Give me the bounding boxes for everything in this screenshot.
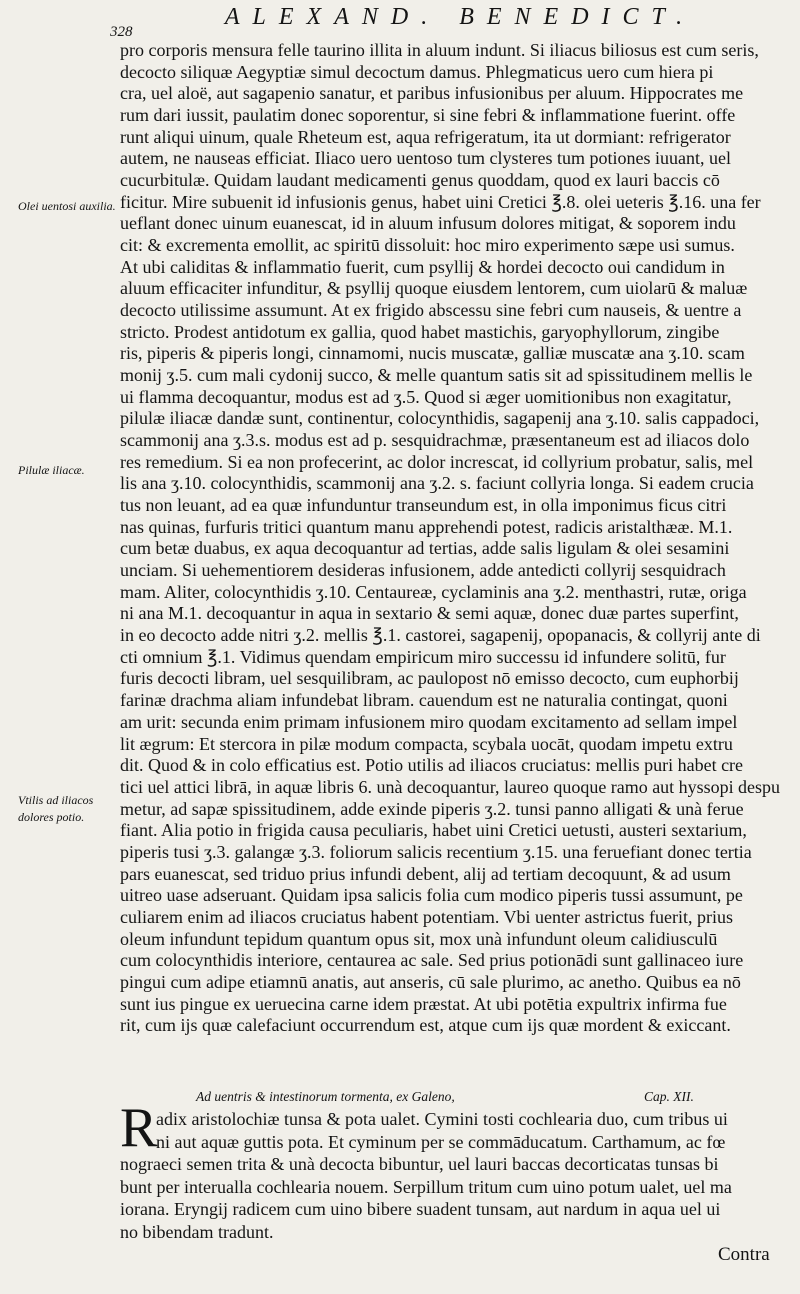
text-line: rum dari iussit, paulatim donec soporentur, si sine febri & inflammatione fuerint. offe bbox=[120, 105, 736, 126]
text-line: cra, uel aloë, aut sagapenio sanatur, et paribus infusionibus per aluum. Hippocrates me bbox=[120, 83, 744, 104]
text-line: farinæ drachma aliam infundebat libram. cauendum est ne naturalia contingat, quoni bbox=[120, 690, 728, 711]
page-number: 328 bbox=[110, 24, 133, 40]
text-line: autem, ne nauseas efficiat. Iliaco uero uentoso tum clysteres tum potiones iuuant, uel bbox=[120, 148, 731, 169]
text-line: dit. Quod & in colo efficatius est. Potio utilis ad iliacos cruciatus: mellis puri habet cre bbox=[120, 755, 744, 776]
page-header bbox=[110, 4, 790, 44]
text-line: no bibendam tradunt. bbox=[120, 1221, 274, 1242]
text-line: fiant. Alia potio in frigida causa peculiaris, habet uini Cretici uetusti, austeri sextarium, bbox=[120, 820, 747, 841]
text-line: in eo decocto adde nitri ʒ.2. mellis ℥.1. castorei, sagapenij, opopanacis, & collyrij ante di bbox=[120, 625, 761, 646]
text-line: nas quinas, furfuris tritici quantum manu apprehendi potest, radicis aristalthææ. M.1. bbox=[120, 516, 733, 537]
text-line: piperis tusi ʒ.3. galangæ ʒ.3. foliorum salicis recentium ʒ.15. una feruefiant donec tertia bbox=[120, 841, 752, 862]
drop-cap: R bbox=[120, 1097, 158, 1159]
text-line: At ubi caliditas & inflammatio fuerit, cum psyllij & hordei decocto oui candidum in bbox=[120, 256, 725, 277]
text-line: iorana. Eryngij radicem cum uino bibere suadent tunsam, aut nardum in aqua uel ui bbox=[120, 1199, 721, 1220]
margin-note: Pilulæ iliacæ. bbox=[18, 463, 85, 477]
text-line: ui flamma decoquantur, modus est ad ʒ.5. Quod si æger uomitionibus non exagitatur, bbox=[120, 386, 732, 407]
text-line: culiarem enim ad iliacos cruciatus habent potentiam. Vbi uenter astrictus fuerit, prius bbox=[120, 906, 733, 927]
text-line: mam. Aliter, colocynthidis ʒ.10. Centaureæ, cyclaminis ana ʒ.2. menthastri, rutæ, origa bbox=[120, 581, 747, 602]
text-line: tici uel attici librā, in aquæ libris 6. unà decoquantur, laureo quoque ramo aut hyssopi despu bbox=[120, 776, 780, 797]
text-line: pro corporis mensura felle taurino illita in aluum indunt. Si iliacus biliosus est cum seris, bbox=[120, 40, 759, 60]
text-line: stricto. Prodest antidotum ex gallia, quod habet mastichis, garyophyllorum, zingibe bbox=[120, 321, 720, 342]
text-line: ni aut aquæ guttis pota. Et cyminum per se commāducatum. Carthamum, ac fœ bbox=[156, 1131, 726, 1152]
text-line: cucurbitulæ. Quidam laudant medicamenti genus quoddam, quod ex lauri baccis cō bbox=[120, 170, 720, 191]
text-line: tus non leuant, ad ea quæ infunduntur transeundum est, in olla imponimus ficus citri bbox=[120, 495, 727, 516]
text-line: bunt per interualla cochlearia nouem. Serpillum tritum cum uino potum ualet, uel ma bbox=[120, 1176, 732, 1197]
text-line: ficitur. Mire subuenit id infusionis genus, habet uini Cretici ℥.8. olei ueteris ℥.16. una fer bbox=[120, 191, 761, 212]
catchword: Contra bbox=[718, 1244, 770, 1265]
text-line: unciam. Si uehementiorem desideras infusionem, adde antedicti collyrij sesquidrach bbox=[120, 560, 726, 581]
text-line: sunt ius pingue ex ueruecina carne idem præstat. At ubi potētia expultrix infirma fue bbox=[120, 993, 727, 1014]
text-line: oleum infundunt tepidum quantum opus sit, mox unà infundunt oleum calidiusculū bbox=[120, 928, 718, 949]
text-line: pingui cum adipe etiamnū anatis, aut anseris, cū sale plurimo, ac anetho. Quibus ea nō bbox=[120, 971, 741, 992]
text-line: ueflant donec uinum euanescat, id in aluum infusum dolores mitigat, & soporem indu bbox=[120, 213, 736, 234]
text-line: aluum efficaciter infunditur, & psyllij quoque eiusdem lentorem, cum uiolarū & maluæ bbox=[120, 278, 748, 299]
text-line: pars euanescat, sed triduo prius infundi debent, alij ad tertiam decoquunt, & ad usum bbox=[120, 863, 731, 884]
text-line: decocto siliquæ Aegyptiæ simul decoctum damus. Phlegmaticus uero cum hiera pi bbox=[120, 61, 714, 82]
text-line: am urit: secunda enim primam infusionem miro quodam excitamento ad sellam impel bbox=[120, 711, 738, 732]
text-line: scammonij ana ʒ.3.s. modus est ad p. sesquidrachmæ, præsentaneum est ad iliacos dolo bbox=[120, 430, 750, 451]
text-line: ni ana M.1. decoquantur in aqua in sextario & semi aquæ, donec duæ partes superfint, bbox=[120, 603, 739, 624]
main-text-block bbox=[120, 40, 780, 1037]
text-line: lit ægrum: Et stercora in pilæ modum compacta, scybala uocāt, quodam impetu extru bbox=[120, 733, 733, 754]
text-line: rit, cum ijs quæ calefaciunt occurrendum est, atque cum ijs quæ mordent & exiccant. bbox=[120, 1015, 731, 1036]
text-line: cit: & excrementa emollit, ac spiritū dissoluit: hoc miro experimento sæpe usi sumus. bbox=[120, 235, 735, 256]
text-line: cti omnium ℥.1. Vidimus quendam empiricum miro successu id infundere solitū, fur bbox=[120, 646, 726, 667]
chapter-heading bbox=[196, 1087, 776, 1107]
text-line: adix aristolochiæ tunsa & pota ualet. Cymini tosti cochlearia duo, cum tribus ui bbox=[156, 1109, 728, 1129]
text-line: lis ana ʒ.10. colocynthidis, scammonij ana ʒ.2. s. faciunt collyria longa. Si eadem crucia bbox=[120, 473, 754, 494]
text-line: nograeci semen trita & unà decocta bibuntur, uel lauri baccas decorticatas tunsas bi bbox=[120, 1154, 719, 1175]
margin-note: Vtilis ad iliacos dolores potio. bbox=[18, 793, 94, 824]
text-line: furis decocti libram, uel sesquilibram, ac paulopost nō emisso decocto, cum euphorbij bbox=[120, 668, 739, 689]
chapter-number: Cap. XII. bbox=[644, 1089, 694, 1104]
text-line: uitreo uase adseruant. Quidam ipsa salicis folia cum modico piperis tussi assumunt, pe bbox=[120, 885, 743, 906]
text-line: pilulæ iliacæ dandæ sunt, continentur, colocynthidis, sagapenij ana ʒ.10. salis cappadoci, bbox=[120, 408, 760, 429]
text-line: monij ʒ.5. cum mali cydonij succo, & melle quantum satis sit ad spissitudinem mellis le bbox=[120, 365, 753, 386]
text-line: cum betæ duabus, ex aqua decoquantur ad tertias, adde salis ligulam & olei sesamini bbox=[120, 538, 730, 559]
text-line: metur, ad sapæ spissitudinem, adde exinde piperis ʒ.2. tunsi panno alligati & unà ferue bbox=[120, 798, 744, 819]
text-line: cum colocynthidis interiore, centaurea ac sale. Sed prius potionādi sunt gallinaceo iure bbox=[120, 950, 744, 971]
text-line: runt aliqui uinum, quale Rheteum est, aqua refrigeratum, ita ut dormiant: refrigerator bbox=[120, 126, 731, 147]
margin-note: Olei uentosi auxilia. bbox=[18, 199, 116, 213]
text-line: decocto utilissime assumunt. At ex frigido abscessu sine febri cum nauseis, & uentre a bbox=[120, 300, 742, 321]
chapter-text-block bbox=[120, 1108, 780, 1244]
text-line: ris, piperis & piperis longi, cinnamomi, nucis muscatæ, galliæ muscatæ ana ʒ.10. scam bbox=[120, 343, 745, 364]
chapter-title: Ad uentris & intestinorum tormenta, ex Galeno, bbox=[196, 1089, 455, 1104]
text-line: res remedium. Si ea non profecerint, ac dolor increscat, id collyrium probatur, salis, mel bbox=[120, 451, 754, 472]
running-head: ALEXAND. BENEDICT. bbox=[224, 4, 696, 30]
